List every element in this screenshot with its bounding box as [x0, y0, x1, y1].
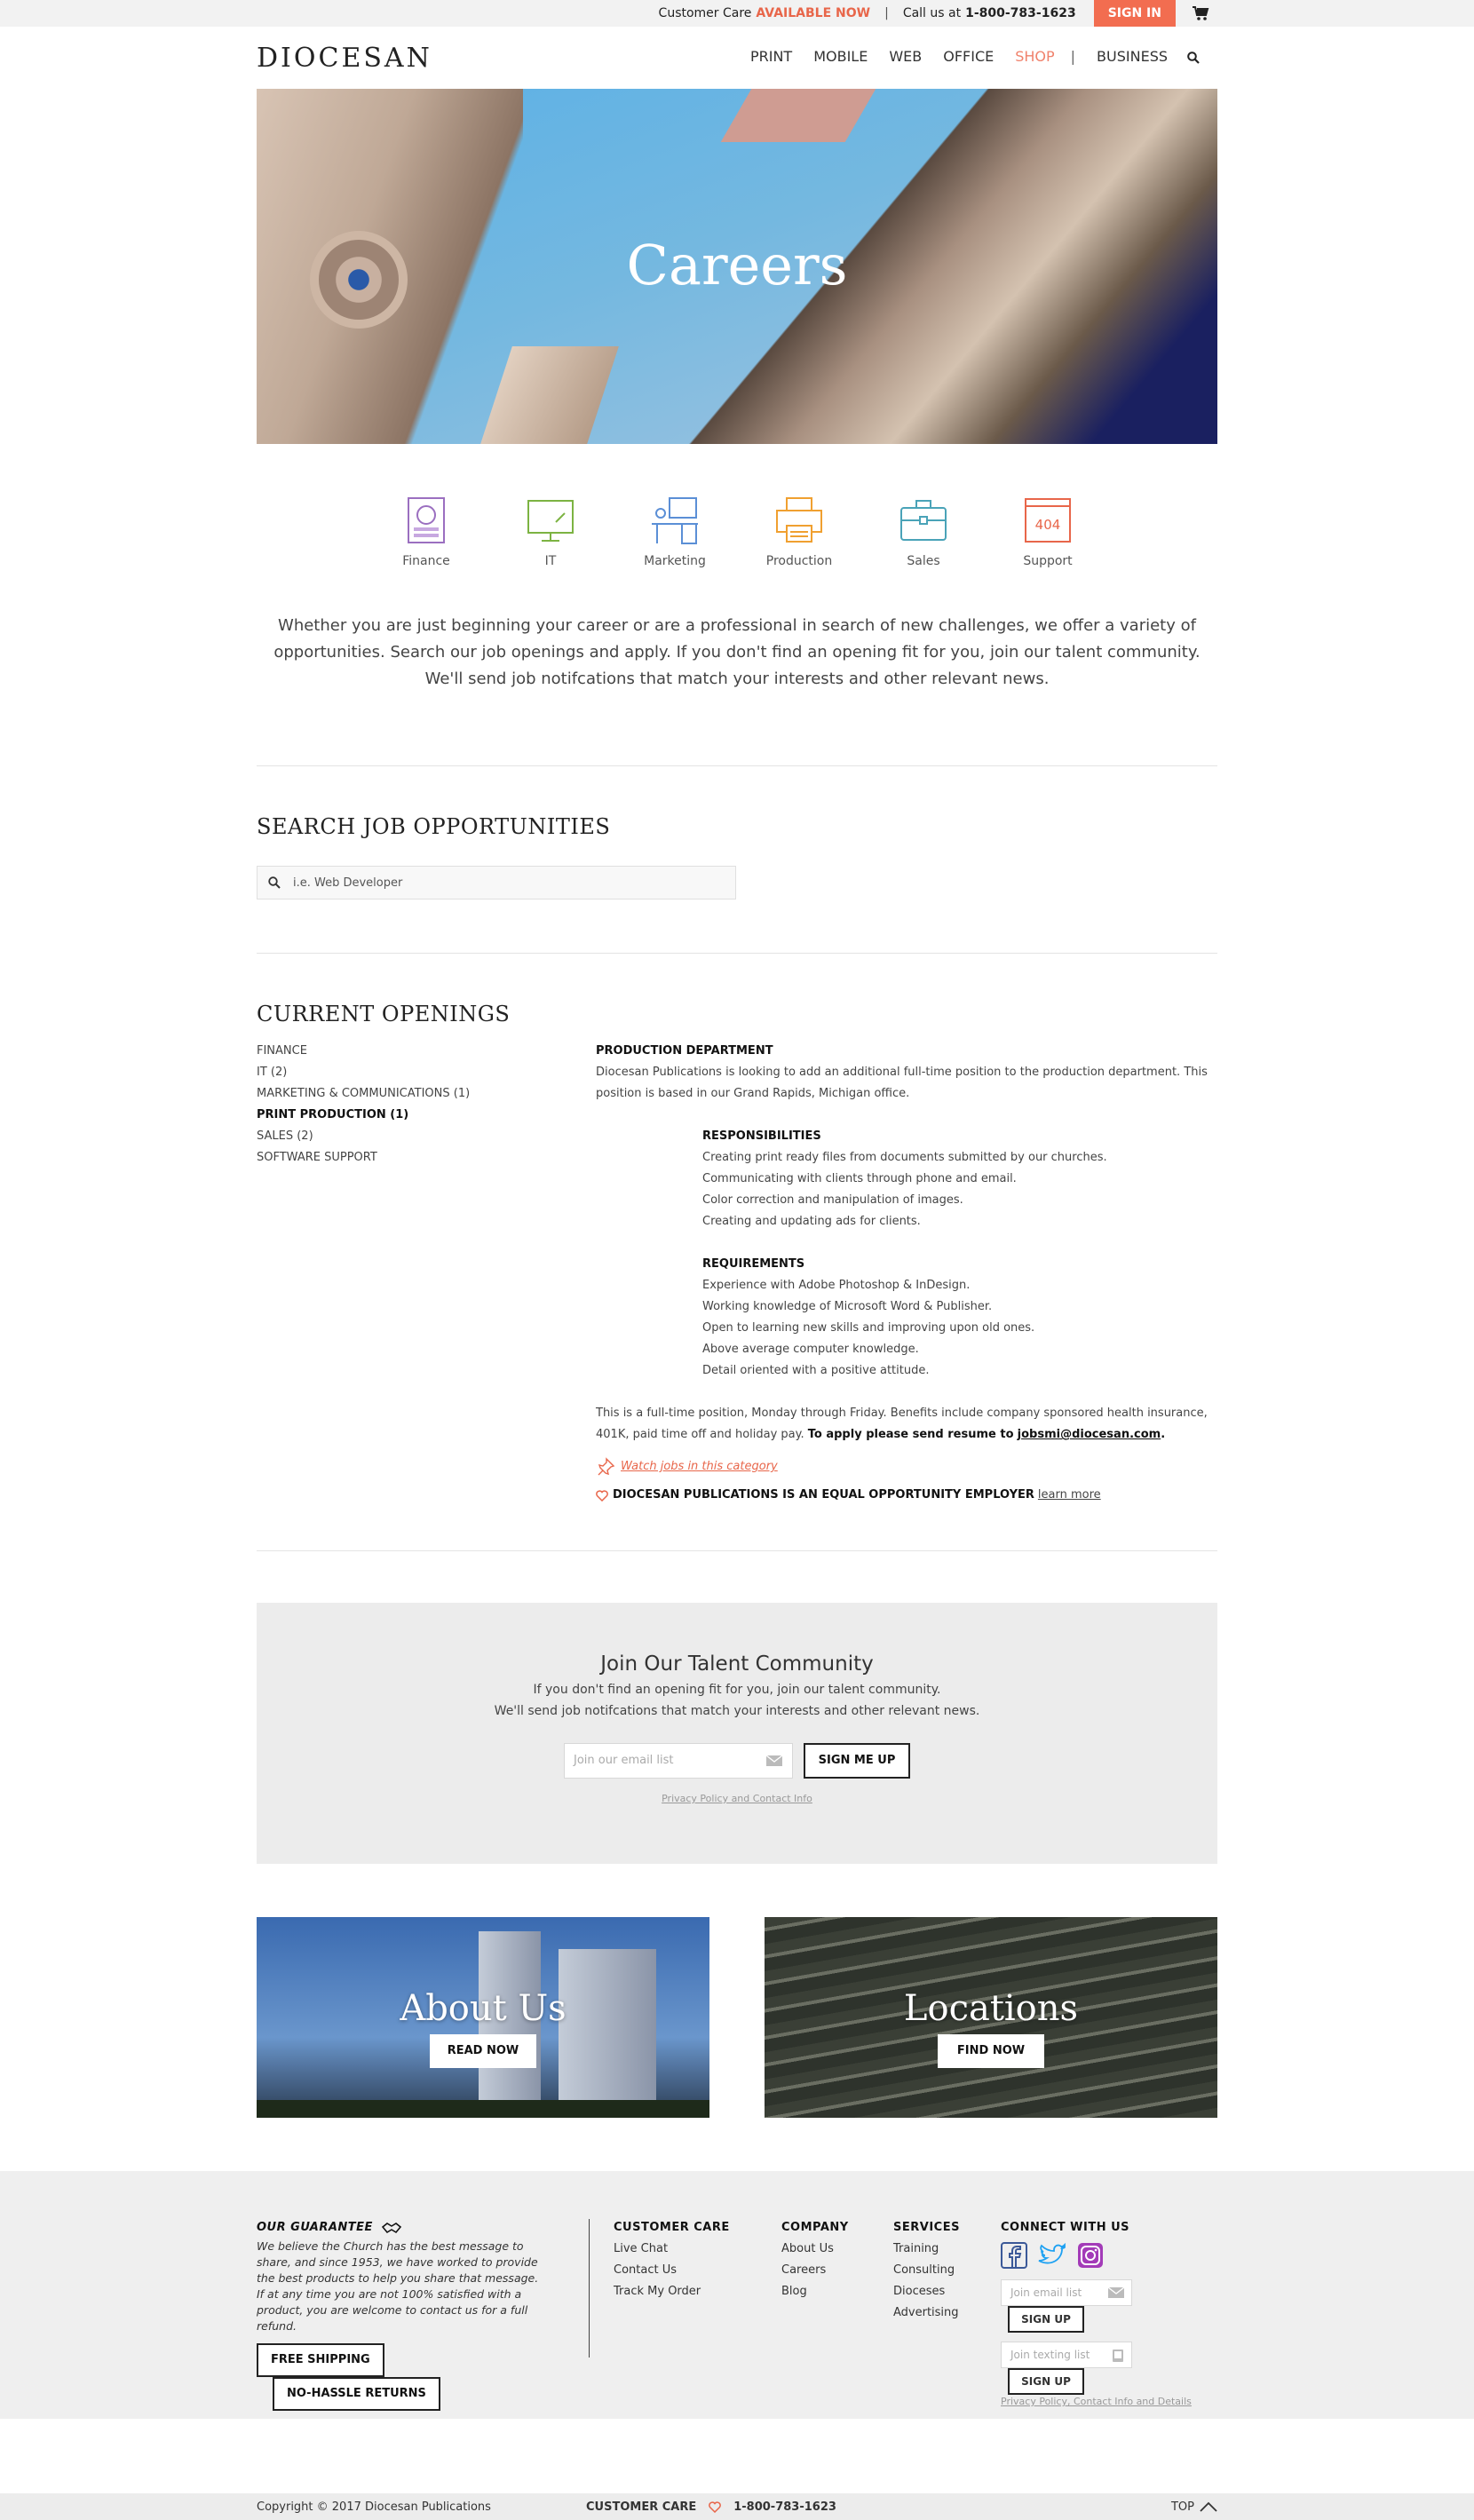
job-search-input[interactable]: [257, 866, 736, 899]
envelope-icon: [1108, 2287, 1124, 2298]
promo-tiles: [257, 1917, 1217, 2118]
responsibilities-title: RESPONSIBILITIES: [702, 1129, 821, 1143]
connect-column: [1001, 2219, 1217, 2409]
guarantee-buttons: [257, 2343, 559, 2411]
talent-form: [257, 1743, 1217, 1779]
openings-section: [257, 1041, 1217, 1506]
customer-care-label: Customer Care: [658, 6, 752, 20]
heart-icon: [709, 2501, 721, 2513]
openings-heading: CURRENT OPENINGS: [257, 1002, 511, 1026]
footer-text-placeholder: Join texting list: [1010, 2349, 1090, 2361]
hero-banner: [257, 89, 1217, 444]
monitor-icon: [526, 495, 575, 545]
error-404-icon: [1023, 495, 1073, 545]
email-sign-up-button[interactable]: SIGN UP: [1008, 2306, 1084, 2333]
opening-sales[interactable]: SALES (2): [257, 1129, 313, 1143]
footer-text-input[interactable]: [1001, 2342, 1132, 2368]
footer-email-placeholder: Join email list: [1010, 2286, 1082, 2299]
category-sales-label: Sales: [907, 554, 940, 568]
about-us-tile[interactable]: [257, 1917, 709, 2118]
category-sales[interactable]: [861, 495, 986, 568]
facebook-icon[interactable]: [1001, 2242, 1027, 2269]
back-to-top[interactable]: [1171, 2500, 1217, 2514]
finance-icon: [401, 495, 451, 545]
envelope-icon: [765, 1755, 783, 1767]
divider: [257, 1550, 1217, 1551]
sign-in-button[interactable]: SIGN IN: [1094, 0, 1176, 27]
site-header: [257, 27, 1217, 89]
top-bar: [0, 0, 1474, 27]
nav-web[interactable]: WEB: [889, 48, 923, 65]
list-item: Open to learning new skills and improving upon old ones.: [702, 1321, 1035, 1335]
responsibilities: [702, 1126, 1217, 1232]
search-heading: SEARCH JOB OPPORTUNITIES: [257, 814, 611, 839]
trees-image: [257, 2100, 709, 2118]
footer-link-careers[interactable]: Careers: [781, 2263, 827, 2277]
talent-email-input[interactable]: [564, 1743, 793, 1779]
learn-more-link[interactable]: learn more: [1037, 1488, 1101, 1502]
search-icon[interactable]: [1187, 51, 1200, 63]
nav-office[interactable]: OFFICE: [943, 48, 995, 65]
footer-link-contact-us[interactable]: Contact Us: [614, 2263, 677, 2277]
apply-email-link[interactable]: jobsmi@diocesan.com: [1017, 1428, 1161, 1441]
company-column: [781, 2219, 849, 2302]
handshake-icon: [382, 2222, 401, 2234]
opening-marketing[interactable]: MARKETING & COMMUNICATIONS (1): [257, 1087, 471, 1100]
opening-detail: [596, 1041, 1217, 1506]
requirements: [702, 1254, 1217, 1382]
category-marketing-label: Marketing: [644, 554, 706, 568]
list-item: Color correction and manipulation of images.: [702, 1193, 963, 1207]
printer-icon: [774, 495, 824, 545]
search-icon: [268, 876, 281, 889]
apply-end: .: [1161, 1428, 1166, 1441]
nav-print[interactable]: PRINT: [749, 48, 793, 65]
nav-mobile[interactable]: MOBILE: [813, 48, 868, 65]
about-us-title: About Us: [400, 1988, 567, 2029]
nav-separator: |: [1070, 48, 1076, 65]
read-now-button[interactable]: READ NOW: [430, 2034, 536, 2068]
footer-link-advertising[interactable]: Advertising: [893, 2306, 959, 2319]
footer-link-consulting[interactable]: Consulting: [893, 2263, 955, 2277]
search-placeholder: i.e. Web Developer: [293, 876, 403, 890]
footer-link-blog[interactable]: Blog: [781, 2285, 807, 2298]
watch-jobs-link[interactable]: Watch jobs in this category: [621, 1460, 778, 1473]
email-signup-row: [1001, 2279, 1217, 2333]
services-column: [893, 2219, 960, 2324]
list-item: Detail oriented with a positive attitude.: [702, 1364, 930, 1377]
opening-print-production[interactable]: PRINT PRODUCTION (1): [257, 1108, 409, 1121]
phone-icon: [1112, 2349, 1124, 2363]
list-item: Working knowledge of Microsoft Word & Publisher.: [702, 1300, 993, 1313]
category-production-label: Production: [765, 554, 833, 568]
guarantee-text: We believe the Church has the best message to share, and since 1953, we have worked to provide the best products to help you share that message.: [257, 2239, 539, 2285]
desk-icon: [650, 495, 700, 545]
guarantee-column: [257, 2219, 559, 2411]
apply-text: To apply please send resume to: [807, 1428, 1014, 1441]
watch-jobs-row: [596, 1456, 1217, 1478]
footer-link-live-chat[interactable]: Live Chat: [614, 2242, 669, 2255]
talent-line2: We'll send job notifcations that match your interests and other relevant news.: [494, 1704, 980, 1718]
customer-care-title: CUSTOMER CARE: [614, 2221, 730, 2234]
free-shipping-button[interactable]: FREE SHIPPING: [257, 2343, 384, 2377]
divider: [257, 953, 1217, 954]
instagram-icon[interactable]: [1077, 2242, 1104, 2269]
list-item: Creating print ready files from documents submitted by our churches.: [702, 1151, 1107, 1164]
call-us-label: Call us at: [902, 6, 962, 20]
hero-roof: [721, 89, 876, 142]
category-icons: [257, 495, 1217, 568]
talent-community: [257, 1603, 1217, 1864]
footer-link-dioceses[interactable]: Dioceses: [893, 2285, 946, 2298]
closing-body: This is a full-time position, Monday through Friday. Benefits include company sponsored health insurance, 401K, paid time off and holiday pay.: [596, 1407, 1208, 1441]
nav-business[interactable]: BUSINESS: [1097, 48, 1168, 65]
list-item: Above average computer knowledge.: [702, 1343, 919, 1356]
text-signup-row: [1001, 2342, 1217, 2395]
intro-text: Whether you are just beginning your career or are a professional in search of new challenges, we offer a variety of opportunities. Search our job openings and apply. If you don't find an opening fit for you, join our talent community. We'll send job notifcations that match your interests and other relevant news.: [273, 616, 1201, 688]
talent-email-placeholder: Join our email list: [574, 1754, 674, 1767]
bottom-customer-care: CUSTOMER CARE: [586, 2500, 697, 2514]
talent-title: Join Our Talent Community: [600, 1652, 874, 1676]
social-icons: [1001, 2242, 1217, 2269]
bottom-bar: [0, 2493, 1474, 2520]
connect-title: CONNECT WITH US: [1001, 2221, 1130, 2234]
category-support-label: Support: [1023, 554, 1073, 568]
footer-divider: [589, 2219, 590, 2358]
list-item: Experience with Adobe Photoshop & InDesign.: [702, 1279, 971, 1292]
footer-link-training[interactable]: Training: [893, 2242, 939, 2255]
opening-software-support[interactable]: SOFTWARE SUPPORT: [257, 1151, 377, 1164]
openings-list: [257, 1041, 596, 1506]
company-title: COMPANY: [781, 2221, 849, 2234]
copyright: Copyright © 2017 Diocesan Publications: [257, 2500, 491, 2514]
dept-title: PRODUCTION DEPARTMENT: [596, 1044, 773, 1058]
locations-title: Locations: [903, 1988, 1079, 2029]
no-hassle-returns-button[interactable]: NO-HASSLE RETURNS: [273, 2377, 440, 2411]
category-marketing[interactable]: [613, 495, 737, 568]
category-finance[interactable]: [364, 495, 488, 568]
opening-it[interactable]: IT (2): [257, 1066, 288, 1079]
bottom-phone[interactable]: 1-800-783-1623: [733, 2500, 836, 2514]
top-label: TOP: [1170, 2500, 1194, 2514]
chevron-up-icon: [1200, 2501, 1217, 2512]
divider: [257, 765, 1217, 766]
requirements-title: REQUIREMENTS: [702, 1257, 805, 1271]
svg-text:404: 404: [1034, 517, 1061, 533]
list-item: Communicating with clients through phone and email.: [702, 1172, 1017, 1185]
footer-link-track-order[interactable]: Track My Order: [614, 2285, 701, 2298]
category-support[interactable]: [986, 495, 1110, 568]
category-it[interactable]: [488, 495, 613, 568]
pushpin-icon: [596, 1457, 615, 1477]
available-now-link[interactable]: AVAILABLE NOW: [756, 6, 871, 20]
services-title: SERVICES: [893, 2221, 960, 2234]
bottom-contact: [586, 2500, 836, 2514]
eoe-row: [596, 1485, 1217, 1506]
heart-icon: [596, 1490, 608, 1502]
category-it-label: IT: [544, 554, 557, 568]
footer-email-input[interactable]: [1001, 2279, 1132, 2306]
category-finance-label: Finance: [402, 554, 450, 568]
dept-description: Diocesan Publications is looking to add an additional full-time position to the production department. This position is based in our Grand Rapids, Michigan office.: [596, 1066, 1208, 1100]
list-item: Creating and updating ads for clients.: [702, 1215, 921, 1228]
customer-care-column: [614, 2219, 730, 2302]
guarantee-title-text: OUR GUARANTEE: [257, 2221, 373, 2234]
sign-me-up-button[interactable]: SIGN ME UP: [804, 1743, 910, 1779]
logo[interactable]: DIOCESAN: [257, 43, 432, 74]
main-nav: [729, 48, 1200, 65]
nav-shop[interactable]: SHOP: [1015, 48, 1055, 65]
footer-link-about-us[interactable]: About Us: [781, 2242, 834, 2255]
talent-line1: If you don't find an opening fit for you, join our talent community.: [533, 1683, 941, 1697]
hero-title: Careers: [626, 233, 848, 297]
talent-privacy-link[interactable]: Privacy Policy and Contact Info: [662, 1793, 812, 1804]
footer-privacy-link[interactable]: Privacy Policy, Contact Info and Details: [1001, 2396, 1192, 2407]
opening-finance[interactable]: FINANCE: [257, 1044, 307, 1058]
find-now-button[interactable]: FIND NOW: [938, 2034, 1044, 2068]
guarantee-title: [257, 2219, 559, 2237]
text-sign-up-button[interactable]: SIGN UP: [1008, 2368, 1084, 2395]
closing-text: [596, 1403, 1217, 1446]
site-footer: [0, 2171, 1474, 2419]
phone-link[interactable]: 1-800-783-1623: [965, 6, 1076, 20]
cart-icon[interactable]: [1192, 5, 1211, 21]
eoe-text: DIOCESAN PUBLICATIONS IS AN EQUAL OPPORTUNITY EMPLOYER: [613, 1488, 1034, 1502]
separator: |: [884, 6, 889, 20]
category-production[interactable]: [737, 495, 861, 568]
guarantee-text-2: If at any time you are not 100% satisfied with a product, you are welcome to contact us for a full refund.: [257, 2287, 528, 2333]
briefcase-icon: [899, 495, 948, 545]
twitter-icon[interactable]: [1038, 2242, 1066, 2269]
locations-tile[interactable]: [765, 1917, 1217, 2118]
